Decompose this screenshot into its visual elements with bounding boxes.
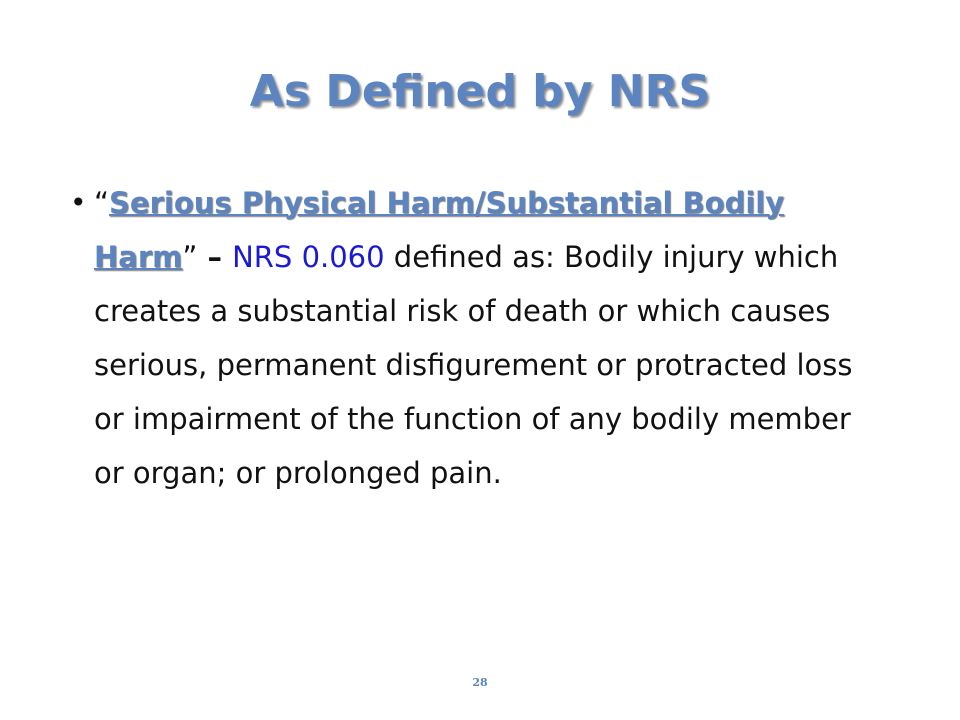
- bullet-marker: •: [70, 186, 87, 219]
- open-quote: “: [94, 186, 110, 220]
- page-number: 28: [472, 676, 488, 689]
- statute-reference: NRS 0.060: [232, 240, 385, 274]
- definition-text: defined as: Bodily injury which creates a substantial risk of death or which causes serious, permanent disfigurement or protracted loss or impairment of the function of any bodily member or organ; or prolonged pain.: [94, 240, 853, 490]
- dash-separator: –: [197, 240, 233, 274]
- close-quote: ”: [182, 240, 198, 274]
- defined-term: Serious Physical Harm/Substantial Bodily Harm: [94, 186, 785, 274]
- bullet-item: [94, 176, 882, 500]
- slide-title: As Defined by NRS: [249, 66, 711, 117]
